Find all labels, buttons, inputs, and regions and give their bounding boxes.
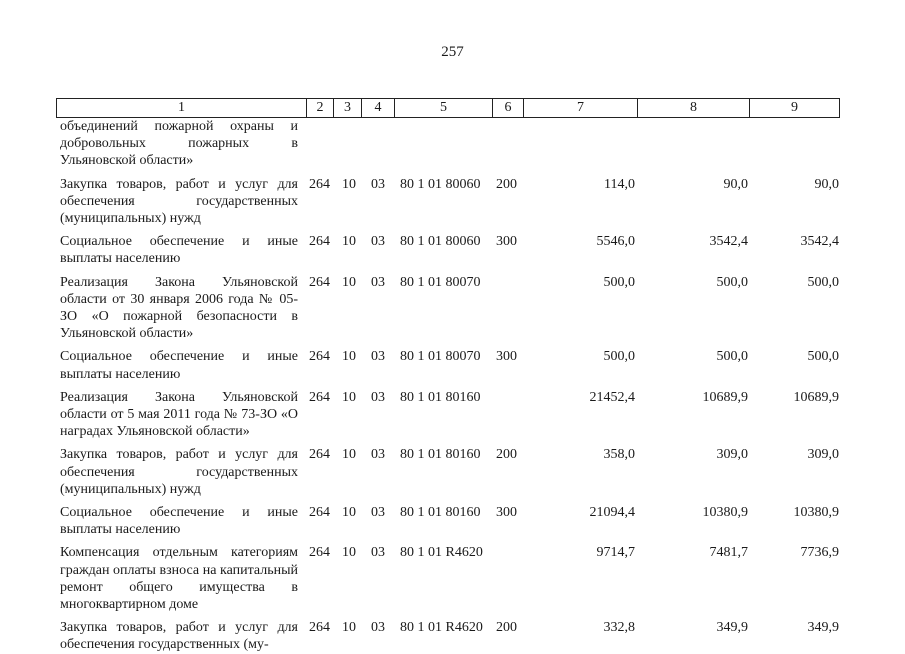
cell-value-7: 9714,7 <box>596 545 635 561</box>
cell-value-9: 500,0 <box>807 274 839 290</box>
table-row <box>0 348 905 382</box>
header-col-6: 6 <box>493 99 524 117</box>
cell-value-9: 3542,4 <box>800 234 839 250</box>
header-col-7: 7 <box>524 99 638 117</box>
cell-vr: 300 <box>496 505 517 521</box>
cell-rz: 10 <box>342 545 356 561</box>
cell-rz: 10 <box>342 620 356 636</box>
cell-vr: 200 <box>496 447 517 463</box>
header-col-3: 3 <box>334 99 362 117</box>
cell-rz: 10 <box>342 274 356 290</box>
cell-csr: 80 1 01 R4620 <box>400 620 483 636</box>
cell-value-9: 10689,9 <box>793 389 839 405</box>
table-row <box>0 544 905 613</box>
table-row <box>0 233 905 267</box>
cell-value-8: 90,0 <box>723 176 748 192</box>
row-description: Социальное обеспечение и иные выплаты населению <box>60 349 298 382</box>
cell-ved: 264 <box>309 545 330 561</box>
cell-ved: 264 <box>309 274 330 290</box>
cell-ved: 264 <box>309 505 330 521</box>
table-row <box>0 118 905 170</box>
row-description: Закупка товаров, работ и услуг для обеспечения государственных (му- <box>60 620 298 653</box>
header-col-5: 5 <box>395 99 493 117</box>
cell-rz: 10 <box>342 447 356 463</box>
cell-value-9: 7736,9 <box>800 545 839 561</box>
cell-csr: 80 1 01 80070 <box>400 349 481 365</box>
cell-csr: 80 1 01 80060 <box>400 176 481 192</box>
cell-vr: 200 <box>496 620 517 636</box>
cell-vr: 300 <box>496 234 517 250</box>
table-row <box>0 274 905 343</box>
cell-rz: 10 <box>342 505 356 521</box>
row-description: Социальное обеспечение и иные выплаты населению <box>60 234 298 267</box>
cell-value-7: 332,8 <box>603 620 635 636</box>
cell-pr: 03 <box>371 545 385 561</box>
cell-value-8: 3542,4 <box>709 234 748 250</box>
cell-rz: 10 <box>342 234 356 250</box>
cell-ved: 264 <box>309 620 330 636</box>
table-row <box>0 504 905 538</box>
cell-pr: 03 <box>371 389 385 405</box>
cell-csr: 80 1 01 80160 <box>400 505 481 521</box>
cell-rz: 10 <box>342 389 356 405</box>
cell-vr: 300 <box>496 349 517 365</box>
cell-rz: 10 <box>342 176 356 192</box>
cell-value-9: 349,9 <box>807 620 839 636</box>
table-header-row <box>56 98 840 118</box>
header-col-8: 8 <box>638 99 750 117</box>
table-row <box>0 619 905 653</box>
cell-pr: 03 <box>371 505 385 521</box>
cell-csr: 80 1 01 80070 <box>400 274 481 290</box>
row-description: Закупка товаров, работ и услуг для обеспечения государственных (муниципальных) нужд <box>60 447 298 497</box>
cell-value-7: 358,0 <box>603 447 635 463</box>
header-col-9: 9 <box>791 100 798 115</box>
row-description: Реализация Закона Ульяновской области от 30 января 2006 года № 05-ЗО «О пожарной безопасности в Ульяновской области» <box>60 274 298 342</box>
cell-value-7: 5546,0 <box>596 234 635 250</box>
row-description: Социальное обеспечение и иные выплаты населению <box>60 505 298 538</box>
cell-value-8: 10380,9 <box>702 505 748 521</box>
cell-pr: 03 <box>371 274 385 290</box>
cell-ved: 264 <box>309 389 330 405</box>
cell-value-9: 309,0 <box>807 447 839 463</box>
cell-value-7: 114,0 <box>604 176 635 192</box>
cell-value-9: 90,0 <box>814 176 839 192</box>
header-col-2: 2 <box>307 99 334 117</box>
cell-csr: 80 1 01 80160 <box>400 447 481 463</box>
header-col-4: 4 <box>362 99 395 117</box>
cell-value-9: 10380,9 <box>793 505 839 521</box>
table-row <box>0 176 905 228</box>
cell-csr: 80 1 01 80160 <box>400 389 481 405</box>
cell-value-8: 500,0 <box>716 349 748 365</box>
cell-pr: 03 <box>371 234 385 250</box>
cell-csr: 80 1 01 R4620 <box>400 545 483 561</box>
cell-pr: 03 <box>371 176 385 192</box>
cell-value-7: 500,0 <box>603 274 635 290</box>
cell-value-7: 21094,4 <box>589 505 635 521</box>
cell-value-8: 7481,7 <box>709 545 748 561</box>
cell-value-8: 500,0 <box>716 274 748 290</box>
cell-pr: 03 <box>371 620 385 636</box>
cell-pr: 03 <box>371 447 385 463</box>
cell-pr: 03 <box>371 349 385 365</box>
cell-value-7: 500,0 <box>603 349 635 365</box>
header-col-1: 1 <box>57 99 307 117</box>
row-description: объединений пожарной охраны и добровольных пожарных в Ульяновской области» <box>60 119 298 169</box>
cell-vr: 200 <box>496 176 517 192</box>
cell-ved: 264 <box>309 234 330 250</box>
table-body <box>0 118 905 654</box>
cell-csr: 80 1 01 80060 <box>400 234 481 250</box>
cell-ved: 264 <box>309 447 330 463</box>
row-description: Реализация Закона Ульяновской области от 5 мая 2011 года № 73-ЗО «О наградах Ульяновской области» <box>60 389 298 440</box>
table-row <box>0 446 905 498</box>
page-number: 257 <box>441 44 464 60</box>
table-row <box>0 389 905 441</box>
cell-value-8: 349,9 <box>716 620 748 636</box>
cell-value-9: 500,0 <box>807 349 839 365</box>
cell-rz: 10 <box>342 349 356 365</box>
cell-ved: 264 <box>309 349 330 365</box>
cell-value-8: 309,0 <box>716 447 748 463</box>
row-description: Закупка товаров, работ и услуг для обеспечения государственных (муниципальных) нужд <box>60 176 298 227</box>
cell-value-8: 10689,9 <box>702 389 748 405</box>
cell-value-7: 21452,4 <box>589 389 635 405</box>
cell-ved: 264 <box>309 176 330 192</box>
row-description: Компенсация отдельным категориям граждан оплаты взноса на капитальный ремонт общего имущества в многоквартирном доме <box>60 545 298 613</box>
